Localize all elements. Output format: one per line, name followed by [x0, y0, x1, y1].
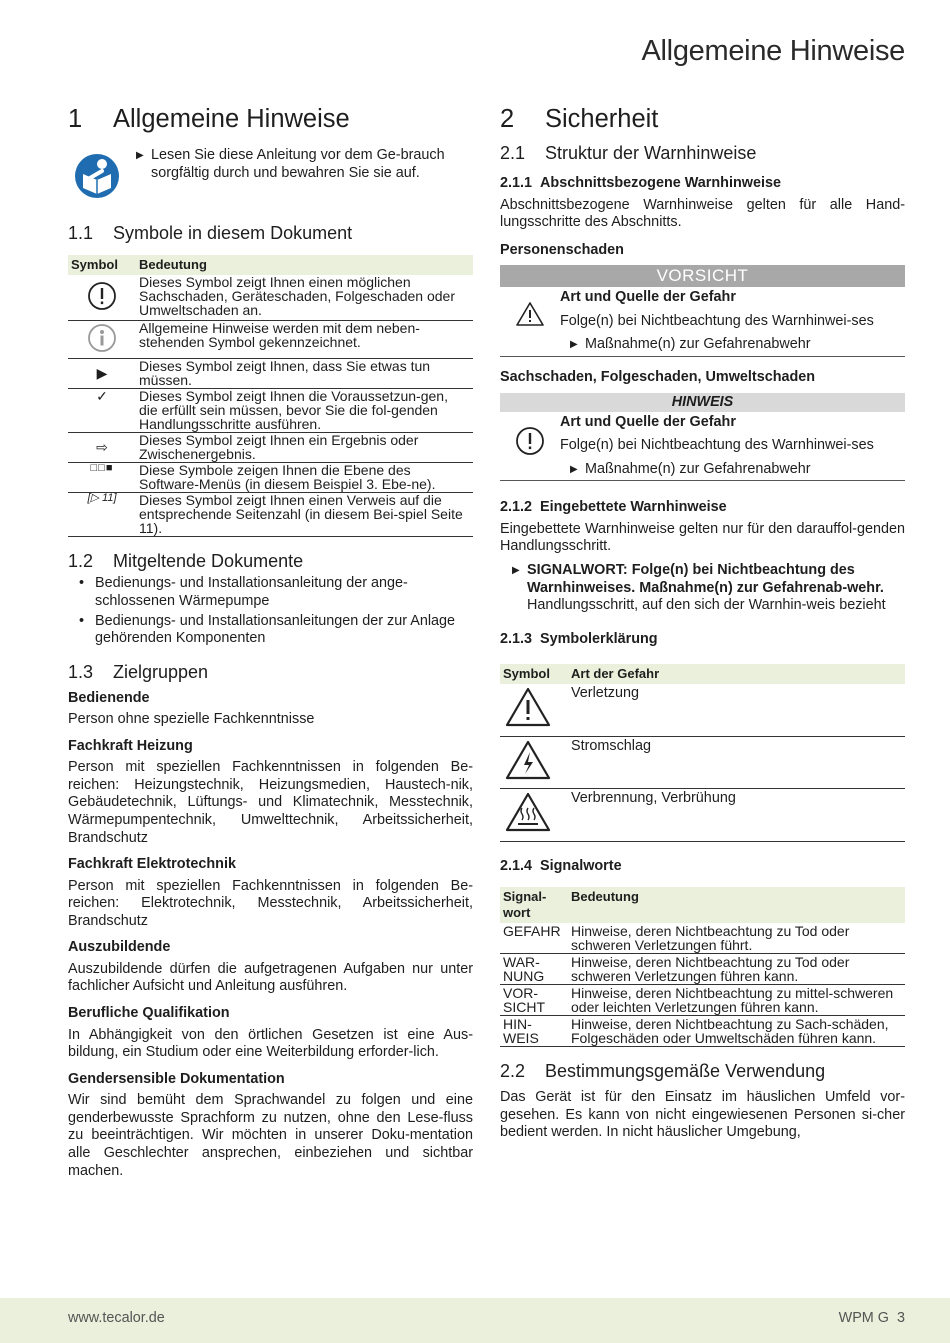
group-title: Auszubildende	[68, 939, 171, 956]
list-item: • Bedienungs- und Installationsanleitungen der zur Anlage gehörenden Komponenten	[78, 612, 456, 647]
col-meaning-header: Bedeutung	[568, 887, 905, 923]
group-text: Person mit speziellen Fachkenntnissen in folgenden Be-reichen: Heizungstechnik, Heizungsmedien, Haustech-nik, Gebäudetechnik, Lüftungs- und Klimatechnik, Messtechnik, Wärmepumpentechnik, Umwelttechnik, Arbeitssicherheit, Brandschutz	[68, 759, 473, 846]
page-header-title: Allgemeine Hinweise	[641, 35, 905, 67]
section-1-3-heading: 1.3 Zielgruppen	[68, 661, 209, 682]
table-row: □□■ Diese Symbole zeigen Ihnen die Ebene des Software-Menüs (in diesem Beispiel 3. Ebe-ne).	[68, 463, 473, 493]
action-triangle-icon: ▶	[512, 564, 520, 576]
table-row: Verbrennung, Verbrühung	[500, 789, 905, 842]
group-title: Gendersensible Dokumentation	[68, 1070, 285, 1087]
result-arrow-icon: ⇨	[68, 433, 136, 463]
right-column	[500, 104, 905, 1142]
action-triangle-icon: ▶	[570, 339, 578, 351]
col-meaning-header: Bedeutung	[136, 255, 473, 275]
table-row: ▶ Dieses Symbol zeigt Ihnen, dass Sie etwas tun müssen.	[68, 359, 473, 389]
sachschaden-title: Sachschaden, Folgeschaden, Umweltschaden	[500, 369, 816, 385]
section-1-heading: 1 Allgemeine Hinweise	[68, 105, 350, 133]
group-text: Wir sind bemüht dem Sprachwandel zu folgen und eine genderbewusste Sprachform zu nutzen, ohne den Lese-fluss zu beeinträchtigen. Wir möchten in unserer Doku-mentation alle Geschlechter ansprechen, einbeziehen und sichtbar machen.	[68, 1092, 473, 1179]
symbols-table	[68, 255, 473, 537]
table-row: VOR-SICHT Hinweise, deren Nichtbeachtung zu mittel-schweren oder leichten Verletzungen führen kann.	[500, 985, 905, 1016]
col-word-header: Signal-wort	[500, 887, 568, 923]
electric-shock-icon	[503, 738, 553, 782]
read-manual-icon	[68, 147, 126, 205]
table-row: Stromschlag	[500, 736, 905, 789]
intro-block	[68, 149, 473, 205]
footer-url[interactable]: www.tecalor.de	[68, 1310, 165, 1326]
group-title: Bedienende	[68, 689, 150, 706]
intro-instruction: ▶ Lesen Sie diese Anleitung vor dem Ge-brauch sorgfältig durch und bewahren Sie sie auf.	[136, 147, 473, 205]
danger-consequence: Folge(n) bei Nichtbeachtung des Warnhinwei-ses	[560, 437, 874, 454]
section-text: Das Gerät ist für den Einsatz im häuslichen Umfeld vor-gesehen. Es kann von nicht eingewiesenen Personen si-cher bedient werden. In nicht häuslicher Umgebung,	[500, 1088, 905, 1141]
section-2-1-3-heading: 2.1.3 Symbolerklärung	[500, 630, 658, 647]
warning-triangle-icon	[515, 301, 545, 327]
section-text: Eingebettete Warnhinweise gelten nur für den darauffol-genden Handlungsschritt.	[500, 520, 905, 555]
group-text: Person mit speziellen Fachkenntnissen in folgenden Be-reichen: Elektrotechnik, Messtechnik, Arbeitssicherheit, Brandschutz	[68, 877, 473, 929]
menu-level-icon: □□■	[68, 463, 136, 493]
group-text: Auszubildende dürfen die aufgetragenen Aufgaben nur unter fachlicher Aufsicht und Anleitung ausführen.	[68, 960, 473, 995]
list-item: • Bedienungs- und Installationsanleitung der ange-schlossenen Wärmepumpe	[78, 575, 408, 609]
section-2-heading: 2 Sicherheit	[500, 105, 659, 133]
personenschaden-title: Personenschaden	[500, 241, 624, 258]
table-row: Dieses Symbol zeigt Ihnen einen möglichen Sachschaden, Geräteschaden, Folgeschaden oder Umweltschaden an.	[68, 275, 473, 321]
section-2-2-heading: 2.2 Bestimmungsgemäße Verwendung	[500, 1061, 826, 1082]
section-2-1-1-heading: 2.1.1 Abschnittsbezogene Warnhinweise	[500, 175, 781, 192]
warning-box	[500, 412, 905, 482]
table-row: ✓ Dieses Symbol zeigt Ihnen die Voraussetzun-gen, die erfüllt sein müssen, bevor Sie die fol-genden Handlungsschritte ausführen.	[68, 389, 473, 433]
group-title: Fachkraft Heizung	[68, 737, 193, 754]
section-2-1-heading: 2.1 Struktur der Warnhinweise	[500, 143, 757, 164]
table-row: HIN-WEIS Hinweise, deren Nichtbeachtung zu Sach-schäden, Folgeschäden oder Umweltschäden führen kann.	[500, 1016, 905, 1047]
action-triangle-icon: ▶	[136, 150, 144, 162]
action-triangle-icon: ▶	[68, 359, 136, 389]
col-symbol-header: Symbol	[500, 664, 568, 684]
danger-title: Art und Quelle der Gefahr	[560, 289, 736, 306]
embedded-warning-example: ▶ SIGNALWORT: Folge(n) bei Nichtbeachtung des Warnhinweises. Maßnahme(n) zur Gefahrenab-wehr. Handlungsschritt, auf den sich der Warnhin-weis bezieht	[512, 561, 886, 614]
col-symbol-header: Symbol	[68, 255, 136, 275]
hazard-symbols-table	[500, 664, 905, 842]
section-2-1-2-heading: 2.1.2 Eingebettete Warnhinweise	[500, 499, 727, 516]
table-row: Allgemeine Hinweise werden mit dem neben-stehenden Symbol gekennzeichnet.	[68, 321, 473, 359]
page-footer	[0, 1298, 950, 1343]
col-type-header: Art der Gefahr	[568, 664, 905, 684]
group-title: Berufliche Qualifikation	[68, 1005, 230, 1022]
section-2-1-4-heading: 2.1.4 Signalworte	[500, 857, 622, 874]
warning-circle-icon	[515, 426, 545, 456]
signal-words-table	[500, 887, 905, 1047]
danger-consequence: Folge(n) bei Nichtbeachtung des Warnhinwei-ses	[560, 312, 874, 329]
table-row: ⇨ Dieses Symbol zeigt Ihnen ein Ergebnis oder Zwischenergebnis.	[68, 433, 473, 463]
warning-triangle-icon	[503, 685, 553, 729]
danger-action: ▶ Maßnahme(n) zur Gefahrenabwehr	[570, 460, 811, 477]
warning-box	[500, 287, 905, 357]
hot-surface-icon	[503, 790, 553, 834]
group-text: In Abhängigkeit von den örtlichen Gesetzen ist eine Aus-bildung, ein Studium oder eine Weiterbildung erforder-lich.	[68, 1026, 473, 1061]
hinweis-banner: HINWEIS	[500, 393, 905, 412]
table-row: GEFAHR Hinweise, deren Nichtbeachtung zu Tod oder schweren Verletzungen führt.	[500, 923, 905, 954]
section-1-1-heading: 1.1 Symbole in diesem Dokument	[68, 223, 353, 244]
danger-title: Art und Quelle der Gefahr	[560, 413, 736, 430]
section-1-2-heading: 1.2 Mitgeltende Dokumente	[68, 551, 304, 572]
table-row: [▷ 11] Dieses Symbol zeigt Ihnen einen Verweis auf die entsprechende Seitenzahl (in diesem Bei-spiel Seite 11).	[68, 493, 473, 537]
footer-page-info: WPM G 3	[838, 1310, 905, 1326]
left-column	[68, 104, 473, 1180]
vorsicht-banner: VORSICHT	[500, 265, 905, 287]
group-text: Person ohne spezielle Fachkenntnisse	[68, 711, 315, 728]
group-title: Fachkraft Elektrotechnik	[68, 856, 236, 873]
danger-action: ▶ Maßnahme(n) zur Gefahrenabwehr	[570, 336, 811, 353]
warning-circle-icon	[87, 281, 117, 311]
info-icon	[87, 323, 117, 353]
action-triangle-icon: ▶	[570, 463, 578, 475]
page-ref-icon: [▷ 11]	[68, 493, 136, 537]
table-row: WAR-NUNG Hinweise, deren Nichtbeachtung zu Tod oder schweren Verletzungen führen kann.	[500, 954, 905, 985]
check-icon: ✓	[68, 389, 136, 433]
section-text: Abschnittsbezogene Warnhinweise gelten für alle Hand-lungsschritte des Abschnitts.	[500, 196, 905, 231]
table-row: Verletzung	[500, 684, 905, 736]
